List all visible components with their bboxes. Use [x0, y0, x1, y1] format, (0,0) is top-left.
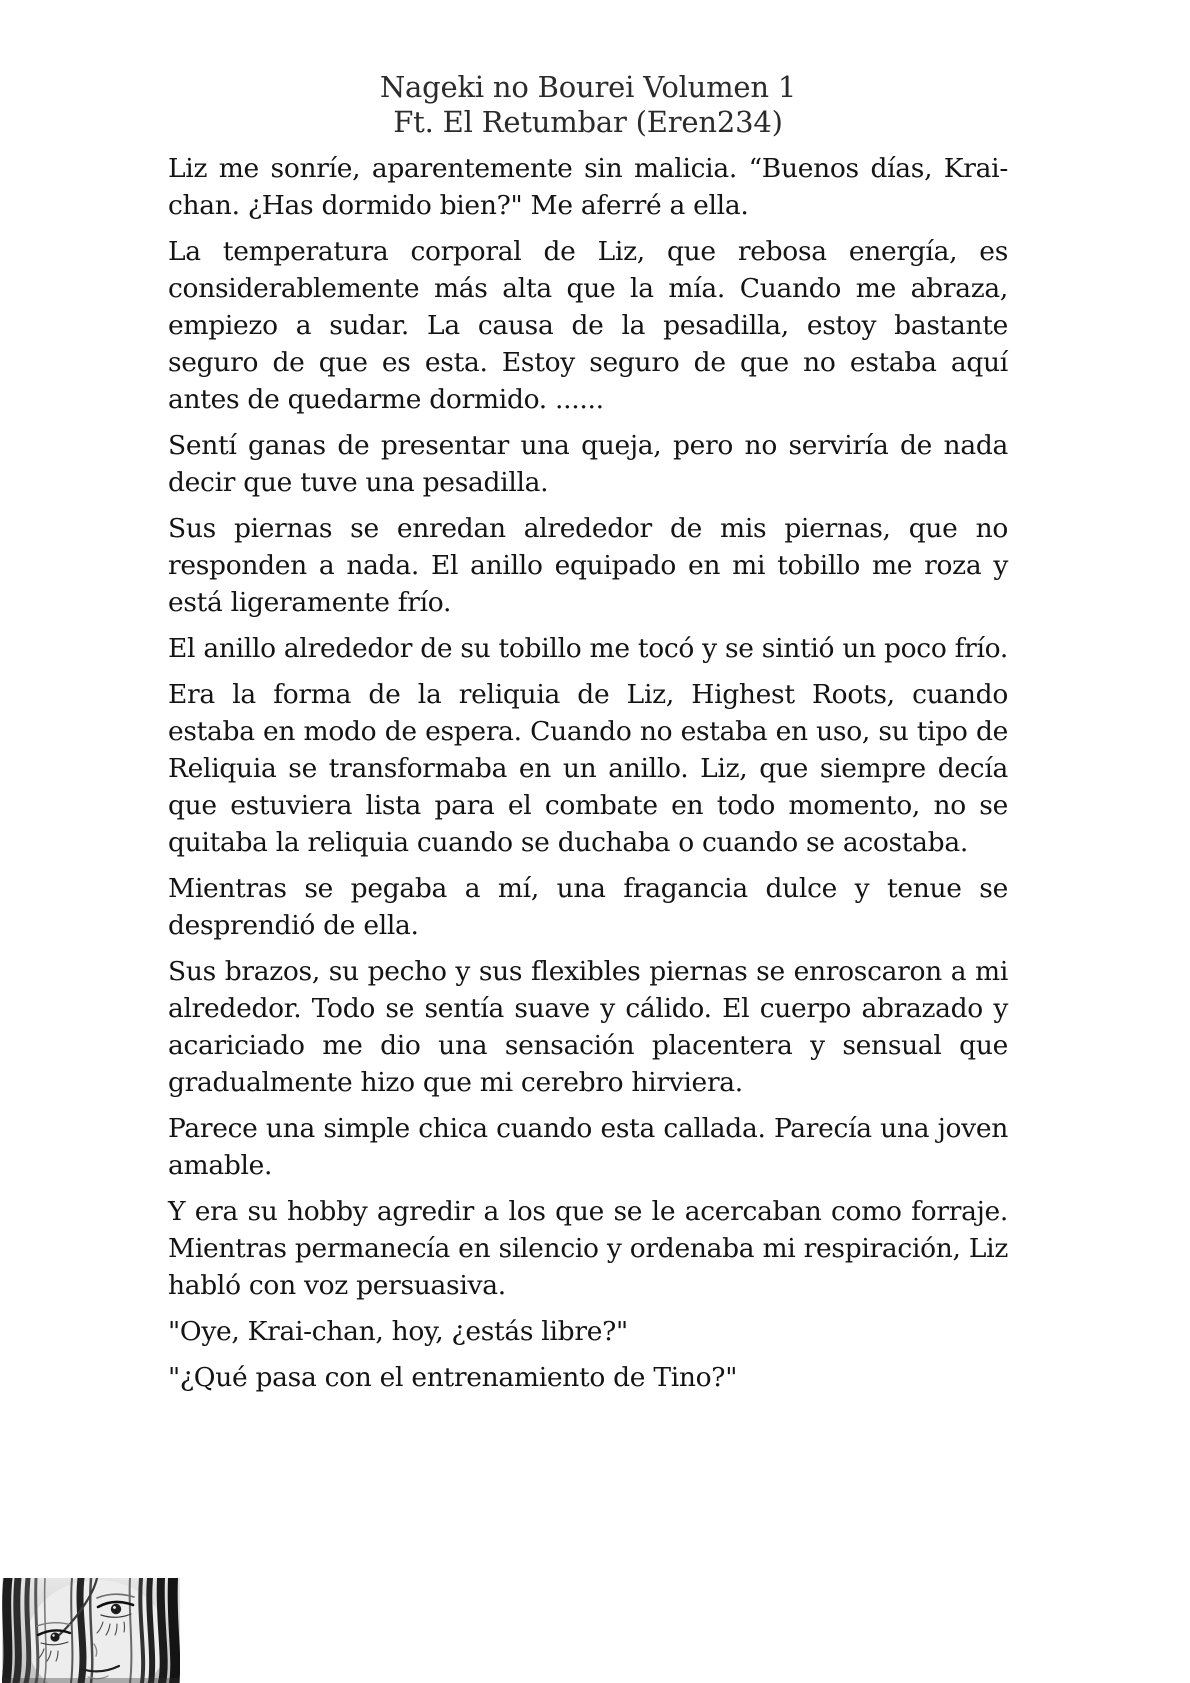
paragraph: La temperatura corporal de Liz, que rebosa energía, es considerablemente más alta que la mía. Cuando me abraza, empiezo a sudar. La causa de la pesadilla, estoy bastante seguro de que es esta. Estoy seguro de que no estaba aquí antes de quedarme dormido. ...... [168, 236, 1008, 415]
paragraph: Parece una simple chica cuando esta callada. Parecía una joven amable. [168, 1113, 1008, 1181]
paragraph: Liz me sonríe, aparentemente sin malicia. “Buenos días, Krai-chan. ¿Has dormido bien?" Me aferré a ella. [168, 153, 1008, 221]
title-line-2: Ft. El Retumbar (Eren234) [393, 105, 783, 139]
manga-face-illustration [2, 1578, 180, 1683]
manga-face-art [2, 1578, 180, 1683]
paragraph: Sentí ganas de presentar una queja, pero no serviría de nada decir que tuve una pesadilla. [168, 430, 1008, 498]
paragraph: "¿Qué pasa con el entrenamiento de Tino?" [168, 1362, 738, 1393]
paragraph: Y era su hobby agredir a los que se le acercaban como forraje. Mientras permanecía en silencio y ordenaba mi respiración, Liz habló con voz persuasiva. [168, 1196, 1008, 1301]
title-line-1: Nageki no Bourei Volumen 1 [379, 70, 797, 104]
page-content [168, 70, 1008, 1396]
document-body [168, 150, 1008, 1396]
paragraph: Sus brazos, su pecho y sus flexibles piernas se enroscaron a mi alrededor. Todo se sentía suave y cálido. El cuerpo abrazado y acariciado me dio una sensación placentera y sensual que gradualmente hizo que mi cerebro hirviera. [168, 956, 1008, 1098]
paragraph: Era la forma de la reliquia de Liz, Highest Roots, cuando estaba en modo de espera. Cuando no estaba en uso, su tipo de Reliquia se transformaba en un anillo. Liz, que siempre decía que estuviera lista para el combate en todo momento, no se quitaba la reliquia cuando se duchaba o cuando se acostaba. [168, 679, 1008, 858]
paragraph: El anillo alrededor de su tobillo me tocó y se sintió un poco frío. [168, 633, 1008, 664]
bottom-shadow [2, 1678, 180, 1683]
paragraph: Sus piernas se enredan alrededor de mis piernas, que no responden a nada. El anillo equipado en mi tobillo me roza y está ligeramente frío. [168, 513, 1008, 618]
paragraph: "Oye, Krai-chan, hoy, ¿estás libre?" [168, 1316, 628, 1347]
document-title [168, 70, 1008, 140]
paragraph: Mientras se pegaba a mí, una fragancia dulce y tenue se desprendió de ella. [168, 873, 1008, 941]
